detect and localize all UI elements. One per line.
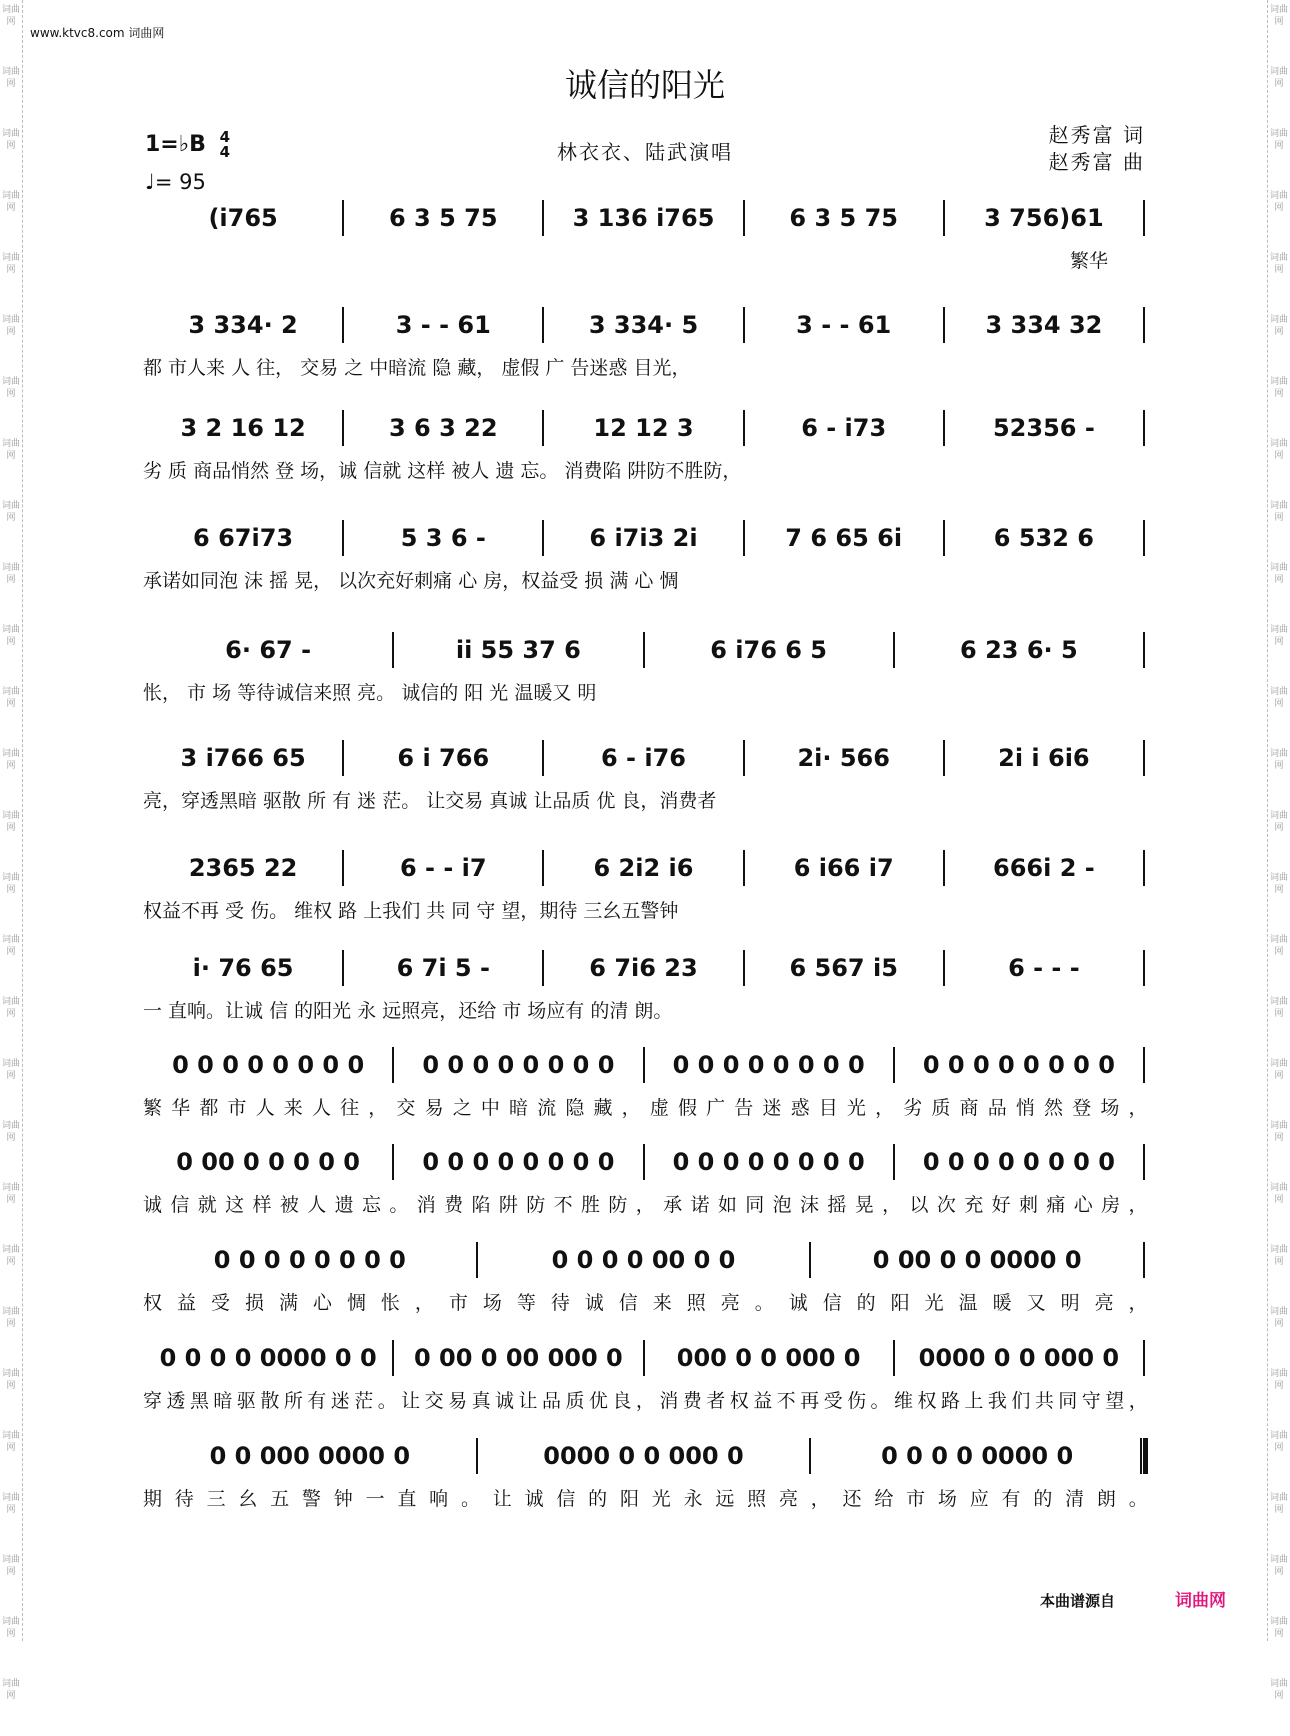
- side-watermark-text: 词曲网: [1269, 625, 1288, 647]
- measure: 52356 -: [992, 414, 1095, 442]
- side-watermark-text: 词曲网: [1269, 1431, 1288, 1453]
- bar-line: [943, 520, 945, 556]
- notation-line: [143, 1338, 1148, 1378]
- bar-line: [1143, 1047, 1145, 1083]
- lyric-line: 怅， 市 场 等待诚信来照 亮。 诚信的 阳 光 温暖又 明: [143, 682, 597, 704]
- bar-line: [476, 1242, 478, 1278]
- bar-line: [392, 632, 394, 668]
- side-watermark-text: 词曲网: [1, 935, 20, 957]
- bar-line: [392, 1144, 394, 1180]
- right-watermark-strip: [1267, 0, 1290, 1701]
- side-watermark-text: 词曲网: [1, 1059, 20, 1081]
- bar-line: [542, 950, 544, 986]
- side-watermark-text: 词曲网: [1269, 997, 1288, 1019]
- bar-line: [643, 632, 645, 668]
- bar-line: [943, 200, 945, 236]
- bar-line: [1143, 307, 1145, 343]
- measure: 6 7i 5 -: [396, 954, 490, 982]
- side-watermark-text: 词曲网: [1, 1307, 20, 1329]
- measure: (i765: [208, 204, 278, 232]
- bar-line: [342, 740, 344, 776]
- measure: 0 0 0 0 0 0 0 0: [922, 1148, 1115, 1176]
- lyric-line: 繁 华 都 市 人 来 人 往 ， 交 易 之 中 暗 流 隐 藏 ， 虚 假 广 告 迷 惑 目 光 ， 劣 质 商 品 悄 然 登 场 ，: [143, 1097, 1148, 1119]
- lyric-line: 繁华: [1069, 250, 1108, 272]
- side-watermark-text: 词曲网: [1, 563, 20, 585]
- measure: 3 2 16 12: [180, 414, 306, 442]
- bar-line: [943, 950, 945, 986]
- measure: 0 0 0 0 00 0 0: [551, 1246, 736, 1274]
- bar-line: [943, 740, 945, 776]
- notation-line: [143, 305, 1148, 345]
- side-watermark-text: 词曲网: [1, 1121, 20, 1143]
- measure: 3 334 32: [985, 311, 1103, 339]
- bar-line: [809, 1438, 811, 1474]
- measure: ii 55 37 6: [455, 636, 581, 664]
- side-watermark-text: 词曲网: [1269, 873, 1288, 895]
- side-watermark-text: 词曲网: [1, 501, 20, 523]
- side-watermark-text: 词曲网: [1269, 191, 1288, 213]
- notation-line: [143, 518, 1148, 558]
- side-watermark-text: 词曲网: [1269, 129, 1288, 151]
- bar-line: [743, 200, 745, 236]
- side-watermark-text: 词曲网: [1, 5, 20, 27]
- bar-line: [1143, 850, 1145, 886]
- side-watermark-text: 词曲网: [1, 1493, 20, 1515]
- measure: 6· 67 -: [225, 636, 312, 664]
- bar-line: [476, 1438, 478, 1474]
- side-watermark-text: 词曲网: [1269, 1493, 1288, 1515]
- bar-line: [1143, 950, 1145, 986]
- measure: 0 0 0 0 0000 0: [881, 1442, 1074, 1470]
- bar-line: [1143, 520, 1145, 556]
- side-watermark-text: 词曲网: [1269, 1183, 1288, 1205]
- final-bar-line: [1140, 1438, 1148, 1474]
- measure: 6 3 5 75: [389, 204, 498, 232]
- measure: 6 2i2 i6: [593, 854, 694, 882]
- measure: 6 i76 6 5: [710, 636, 828, 664]
- bar-line: [1143, 632, 1145, 668]
- measure: 2i i 6i6: [998, 744, 1090, 772]
- bar-line: [542, 520, 544, 556]
- notation-line: [143, 198, 1148, 238]
- bar-line: [743, 520, 745, 556]
- notation-line: [143, 948, 1148, 988]
- bar-line: [1143, 1144, 1145, 1180]
- side-watermark-text: 词曲网: [1, 997, 20, 1019]
- side-watermark-text: 词曲网: [1, 625, 20, 647]
- side-watermark-text: 词曲网: [1, 1183, 20, 1205]
- measure: 3 - - 61: [395, 311, 491, 339]
- bar-line: [542, 410, 544, 446]
- measure: 3 756)61: [984, 204, 1104, 232]
- measure: 6 i66 i7: [793, 854, 894, 882]
- tempo-mark: ♩= 95: [145, 170, 206, 194]
- bar-line: [542, 200, 544, 236]
- measure: 0000 0 0 000 0: [543, 1442, 744, 1470]
- bar-line: [1143, 410, 1145, 446]
- bar-line: [342, 410, 344, 446]
- bar-line: [1143, 1340, 1145, 1376]
- measure: 0 0 0 0 0 0 0 0: [672, 1051, 865, 1079]
- side-watermark-text: 词曲网: [1, 873, 20, 895]
- bar-line: [893, 1047, 895, 1083]
- lyric-line: 权 益 受 损 满 心 惆 怅 ， 市 场 等 待 诚 信 来 照 亮 。 诚 信 的 阳 光 温 暖 又 明 亮 ，: [143, 1292, 1148, 1314]
- notation-line: [143, 1240, 1148, 1280]
- bar-line: [392, 1340, 394, 1376]
- lyric-line: 穿 透 黑 暗 驱 散 所 有 迷 茫 。 让 交 易 真 诚 让 品 质 优 良 ， 消 费 者 权 益 不 再 受 伤 。 维 权 路 上 我 们 共 同 守 望 ，: [143, 1390, 1148, 1412]
- lyricist-credit: 赵秀富 词: [1048, 123, 1145, 147]
- side-watermark-text: 词曲网: [1, 1555, 20, 1577]
- measure: 12 12 3: [593, 414, 694, 442]
- time-bottom: 4: [219, 143, 230, 161]
- side-watermark-text: 词曲网: [1269, 1555, 1288, 1577]
- measure: 0 0 0 0 0 0 0 0: [422, 1148, 615, 1176]
- side-watermark-text: 词曲网: [1, 377, 20, 399]
- bar-line: [342, 307, 344, 343]
- left-watermark-strip: [0, 0, 23, 1701]
- measure: 0 0 0 0 0 0 0 0: [213, 1246, 406, 1274]
- side-watermark-text: 词曲网: [1, 687, 20, 709]
- bar-line: [1143, 1242, 1145, 1278]
- measure: 5 3 6 -: [400, 524, 486, 552]
- side-watermark-text: 词曲网: [1, 749, 20, 771]
- lyric-line: 劣 质 商品悄然 登 场，诚 信就 这样 被人 遗 忘。 消费陷 阱防不胜防，: [143, 460, 742, 482]
- measure: 2i· 566: [797, 744, 890, 772]
- measure: 6 - - -: [1008, 954, 1080, 982]
- site-url: www.ktvc8.com 词曲网: [30, 26, 165, 40]
- side-watermark-text: 词曲网: [1269, 563, 1288, 585]
- side-watermark-text: 词曲网: [1, 811, 20, 833]
- side-watermark-text: 词曲网: [1, 1369, 20, 1391]
- notation-line: [143, 738, 1148, 778]
- bar-line: [893, 632, 895, 668]
- bar-line: [643, 1144, 645, 1180]
- side-watermark-text: 词曲网: [1269, 1617, 1288, 1639]
- measure: 0 0 0 0 0 0 0 0: [672, 1148, 865, 1176]
- bar-line: [342, 520, 344, 556]
- measure: 0 00 0 0 0000 0: [872, 1246, 1082, 1274]
- side-watermark-text: 词曲网: [1, 191, 20, 213]
- song-title: 诚信的阳光: [564, 66, 725, 104]
- measure: 6 23 6· 5: [960, 636, 1078, 664]
- side-watermark-text: 词曲网: [1, 1679, 20, 1701]
- lyric-line: 权益不再 受 伤。 维权 路 上我们 共 同 守 望，期待 三幺五警钟: [143, 900, 679, 922]
- lyric-line: 期 待 三 幺 五 警 钟 一 直 响 。 让 诚 信 的 阳 光 永 远 照 亮 ， 还 给 市 场 应 有 的 清 朗 。: [143, 1488, 1148, 1510]
- bar-line: [943, 307, 945, 343]
- footer-source-label: 本曲谱源自: [1040, 1592, 1116, 1610]
- bar-line: [1143, 200, 1145, 236]
- footer-site-name: 词曲网: [1175, 1591, 1226, 1611]
- notation-line: [143, 1045, 1148, 1085]
- measure: 6 567 i5: [789, 954, 898, 982]
- composer-credit: 赵秀富 曲: [1048, 150, 1145, 174]
- bar-line: [542, 307, 544, 343]
- lyric-line: 一 直响。让诚 信 的阳光 永 远照亮，还给 市 场应有 的清 朗。: [143, 1000, 673, 1022]
- bar-line: [943, 850, 945, 886]
- measure: 3 334· 2: [188, 311, 298, 339]
- measure: 0 00 0 00 000 0: [413, 1344, 623, 1372]
- bar-line: [643, 1340, 645, 1376]
- bar-line: [342, 200, 344, 236]
- singer-credit: 林衣衣、陆武演唱: [557, 140, 733, 164]
- measure: 0 0 0 0 0000 0 0: [159, 1344, 377, 1372]
- bar-line: [542, 850, 544, 886]
- notation-line: [143, 1142, 1148, 1182]
- notation-line: [143, 630, 1148, 670]
- notation-line: [143, 1436, 1148, 1476]
- side-watermark-text: 词曲网: [1269, 811, 1288, 833]
- side-watermark-text: 词曲网: [1269, 501, 1288, 523]
- bar-line: [893, 1340, 895, 1376]
- notation-line: [143, 848, 1148, 888]
- side-watermark-text: 词曲网: [1269, 5, 1288, 27]
- side-watermark-text: 词曲网: [1269, 315, 1288, 337]
- side-watermark-text: 词曲网: [1269, 1679, 1288, 1701]
- side-watermark-text: 词曲网: [1269, 1369, 1288, 1391]
- measure: 6 3 5 75: [789, 204, 898, 232]
- bar-line: [743, 307, 745, 343]
- bar-line: [743, 410, 745, 446]
- measure: 6 67i73: [193, 524, 294, 552]
- side-watermark-text: 词曲网: [1269, 1307, 1288, 1329]
- measure: 3 6 3 22: [389, 414, 498, 442]
- side-watermark-text: 词曲网: [1269, 749, 1288, 771]
- lyric-line: 都 市人来 人 往， 交易 之 中暗流 隐 藏， 虚假 广 告迷惑 目光，: [143, 357, 691, 379]
- measure: i· 76 65: [192, 954, 294, 982]
- bar-line: [342, 850, 344, 886]
- side-watermark-text: 词曲网: [1269, 1245, 1288, 1267]
- bar-line: [542, 740, 544, 776]
- measure: 0 0 0 0 0 0 0 0: [172, 1051, 365, 1079]
- measure: 3 - - 61: [796, 311, 892, 339]
- bar-line: [643, 1047, 645, 1083]
- lyric-line: 亮，穿透黑暗 驱散 所 有 迷 茫。 让交易 真诚 让品质 优 良，消费者: [143, 790, 717, 812]
- measure: 0 0 0 0 0 0 0 0: [422, 1051, 615, 1079]
- bar-line: [743, 950, 745, 986]
- bar-line: [392, 1047, 394, 1083]
- measure: 7 6 65 6i: [785, 524, 903, 552]
- measure: 0 00 0 0 0 0 0: [176, 1148, 360, 1176]
- side-watermark-text: 词曲网: [1269, 1059, 1288, 1081]
- side-watermark-text: 词曲网: [1, 253, 20, 275]
- side-watermark-text: 词曲网: [1269, 67, 1288, 89]
- measure: 6 i7i3 2i: [589, 524, 698, 552]
- key-label: 1=♭B: [145, 132, 206, 157]
- measure: 0 0 0 0 0 0 0 0: [922, 1051, 1115, 1079]
- side-watermark-text: 词曲网: [1269, 253, 1288, 275]
- side-watermark-text: 词曲网: [1269, 935, 1288, 957]
- measure: 3 136 i765: [572, 204, 715, 232]
- measure: 6 532 6: [993, 524, 1094, 552]
- side-watermark-text: 词曲网: [1, 439, 20, 461]
- side-watermark-text: 词曲网: [1269, 377, 1288, 399]
- measure: 000 0 0 000 0: [676, 1344, 861, 1372]
- measure: 6 - i76: [600, 744, 686, 772]
- side-watermark-text: 词曲网: [1269, 1121, 1288, 1143]
- measure: 3 i766 65: [180, 744, 306, 772]
- measure: 666i 2 -: [993, 854, 1095, 882]
- measure: 6 i 766: [397, 744, 490, 772]
- notation-line: [143, 408, 1148, 448]
- measure: 3 334· 5: [588, 311, 699, 339]
- credits: [1049, 122, 1145, 176]
- side-watermark-text: 词曲网: [1, 129, 20, 151]
- measure: 2365 22: [188, 854, 298, 882]
- measure: 6 7i6 23: [589, 954, 698, 982]
- measure: 0000 0 0 000 0: [918, 1344, 1120, 1372]
- side-watermark-text: 词曲网: [1, 67, 20, 89]
- bar-line: [809, 1242, 811, 1278]
- side-watermark-text: 词曲网: [1269, 439, 1288, 461]
- measure: 0 0 000 0000 0: [209, 1442, 411, 1470]
- bar-line: [743, 850, 745, 886]
- bar-line: [743, 740, 745, 776]
- lyric-line: 诚 信 就 这 样 被 人 遗 忘 。 消 费 陷 阱 防 不 胜 防 ， 承 诺 如 同 泡 沫 摇 晃 ， 以 次 充 好 刺 痛 心 房 ，: [143, 1194, 1148, 1216]
- side-watermark-text: 词曲网: [1269, 687, 1288, 709]
- bar-line: [943, 410, 945, 446]
- lyric-line: 承诺如同泡 沫 摇 晃， 以次充好刺痛 心 房，权益受 损 满 心 惆: [143, 570, 679, 592]
- bar-line: [893, 1144, 895, 1180]
- bar-line: [1143, 740, 1145, 776]
- time-top: 4: [219, 128, 230, 146]
- side-watermark-text: 词曲网: [1, 315, 20, 337]
- measure: 6 - - i7: [399, 854, 487, 882]
- measure: 6 - i73: [801, 414, 887, 442]
- side-watermark-text: 词曲网: [1, 1245, 20, 1267]
- bar-line: [342, 950, 344, 986]
- side-watermark-text: 词曲网: [1, 1617, 20, 1639]
- side-watermark-text: 词曲网: [1, 1431, 20, 1453]
